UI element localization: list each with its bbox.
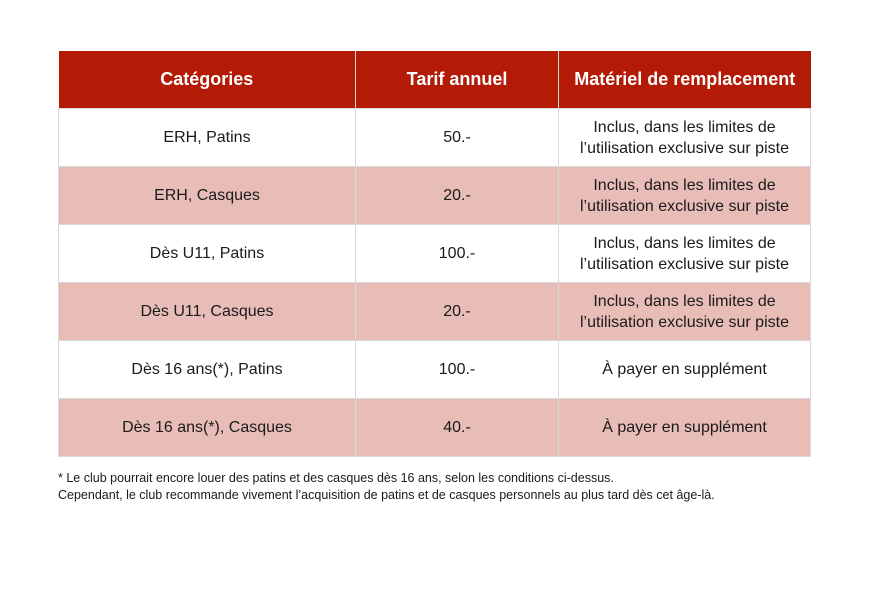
table-row <box>59 399 811 457</box>
cell-price: 40.- <box>356 399 559 457</box>
cell-price: 20.- <box>356 283 559 341</box>
cell-category: ERH, Patins <box>59 109 356 167</box>
footnote <box>58 470 838 504</box>
cell-replacement: Inclus, dans les limites de l’utilisation exclusive sur piste <box>559 167 811 225</box>
cell-category: Dès U11, Casques <box>59 283 356 341</box>
cell-replacement: Inclus, dans les limites de l’utilisation exclusive sur piste <box>559 225 811 283</box>
cell-price: 100.- <box>356 225 559 283</box>
cell-category: ERH, Casques <box>59 167 356 225</box>
cell-replacement: À payer en supplément <box>559 341 811 399</box>
header-annual-price: Tarif annuel <box>356 51 559 109</box>
table-row <box>59 109 811 167</box>
cell-replacement: À payer en supplément <box>559 399 811 457</box>
table-header-row <box>59 51 811 109</box>
footnote-line-1: * Le club pourrait encore louer des patins et des casques dès 16 ans, selon les conditions ci-dessus. <box>58 471 614 485</box>
table-row <box>59 283 811 341</box>
price-table <box>58 51 811 457</box>
cell-price: 100.- <box>356 341 559 399</box>
footnote-line-2: Cependant, le club recommande vivement l’acquisition de patins et de casques personnels au plus tard dès cet âge-là. <box>58 488 715 502</box>
header-categories: Catégories <box>59 51 356 109</box>
cell-replacement: Inclus, dans les limites de l’utilisation exclusive sur piste <box>559 109 811 167</box>
table-row <box>59 167 811 225</box>
cell-price: 50.- <box>356 109 559 167</box>
cell-category: Dès 16 ans(*), Patins <box>59 341 356 399</box>
cell-replacement: Inclus, dans les limites de l’utilisation exclusive sur piste <box>559 283 811 341</box>
cell-category: Dès 16 ans(*), Casques <box>59 399 356 457</box>
table-row <box>59 341 811 399</box>
table-row <box>59 225 811 283</box>
cell-category: Dès U11, Patins <box>59 225 356 283</box>
header-replacement-equipment: Matériel de remplacement <box>559 51 811 109</box>
cell-price: 20.- <box>356 167 559 225</box>
